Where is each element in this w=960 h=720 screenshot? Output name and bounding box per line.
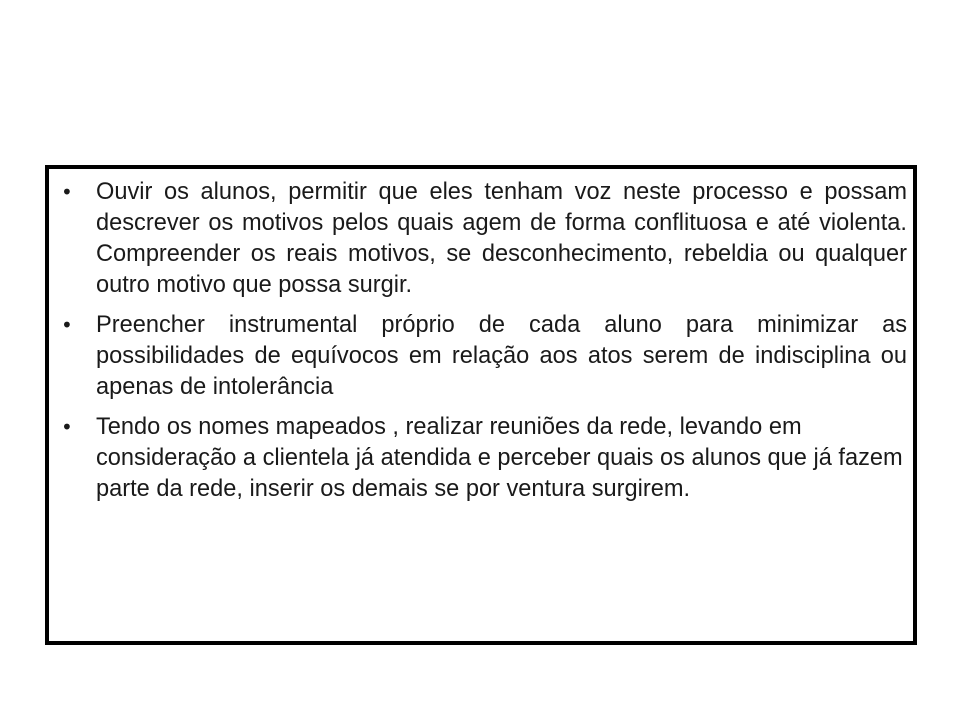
bullet-item-network-meetings bbox=[49, 412, 907, 505]
bullet-point-icon: • bbox=[61, 415, 73, 439]
bullet-item-listen-to-students bbox=[49, 177, 907, 301]
bordered-text-box bbox=[45, 165, 917, 645]
bullet-text: Tendo os nomes mapeados , realizar reuniões da rede, levando em consideração a clientela já atendida e perceber quais os alunos que já fazem parte da rede, inserir os demais se por ventura surgirem. bbox=[96, 414, 903, 502]
bullet-item-fill-instrument bbox=[49, 310, 907, 403]
bullet-point-icon: • bbox=[61, 313, 73, 337]
bullet-text: Ouvir os alunos, permitir que eles tenham voz neste processo e possam descrever os motivos pelos quais agem de forma conflituosa e até violenta. Compreender os reais motivos, se desconhecimento, rebeldia ou qualquer outro motivo que possa surgir. bbox=[96, 179, 907, 298]
bullet-text: Preencher instrumental próprio de cada aluno para minimizar as possibilidades de equívocos em relação aos atos serem de indisciplina ou apenas de intolerância bbox=[96, 312, 907, 400]
bullet-list bbox=[49, 169, 913, 505]
bullet-point-icon: • bbox=[61, 180, 73, 204]
